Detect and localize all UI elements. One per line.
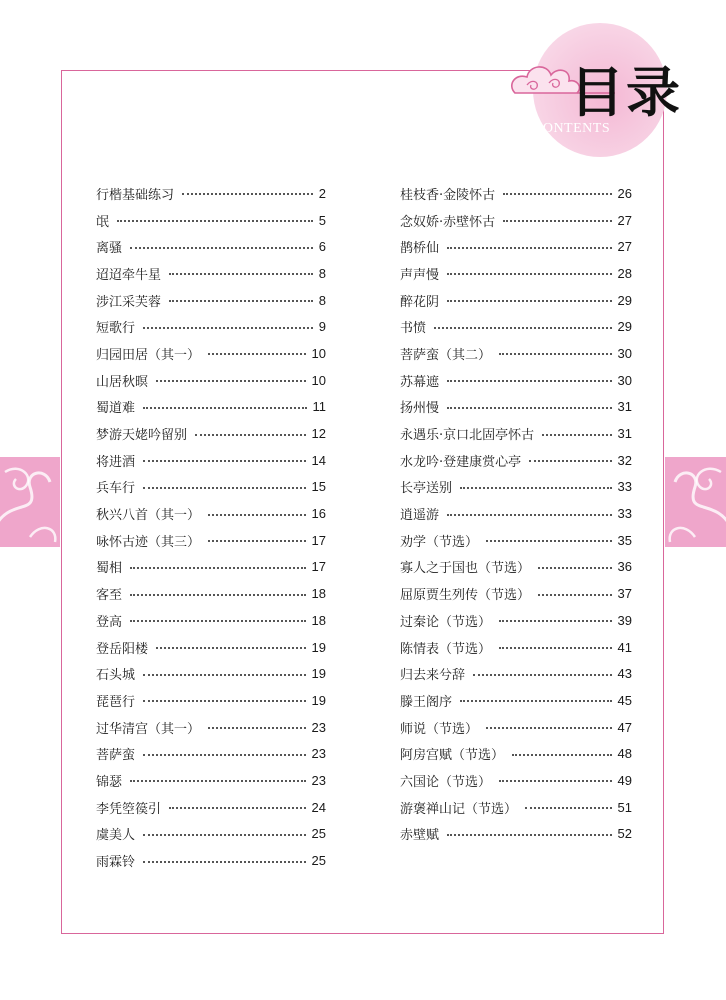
toc-entry[interactable] bbox=[96, 634, 326, 661]
toc-entry-page: 41 bbox=[617, 639, 632, 655]
dot-leader bbox=[525, 807, 612, 809]
toc-entry-title: 水龙吟·登建康赏心亭 bbox=[400, 454, 522, 470]
toc-entry-title: 涉江采芙蓉 bbox=[96, 294, 162, 310]
toc-entry-title: 陈情表（节选） bbox=[400, 641, 492, 657]
toc-entry[interactable] bbox=[96, 607, 326, 634]
toc-entry-page: 8 bbox=[318, 292, 326, 308]
toc-entry-page: 47 bbox=[617, 719, 632, 735]
dot-leader bbox=[447, 834, 612, 836]
toc-entry[interactable] bbox=[400, 207, 632, 234]
floral-ornament-icon bbox=[665, 457, 726, 547]
toc-entry-title: 咏怀古迹（其三） bbox=[96, 534, 201, 550]
dot-leader bbox=[156, 380, 306, 382]
toc-entry-page: 23 bbox=[311, 746, 326, 762]
page-title: 目录 bbox=[570, 60, 682, 124]
toc-entry-page: 29 bbox=[617, 292, 632, 308]
dot-leader bbox=[117, 220, 313, 222]
dot-leader bbox=[486, 540, 612, 542]
dot-leader bbox=[447, 273, 612, 275]
toc-entry[interactable] bbox=[400, 740, 632, 767]
toc-entry-page: 45 bbox=[617, 692, 632, 708]
dot-leader bbox=[434, 327, 612, 329]
toc-entry-page: 5 bbox=[318, 212, 326, 228]
toc-entry-title: 短歌行 bbox=[96, 321, 136, 337]
dot-leader bbox=[512, 754, 612, 756]
dot-leader bbox=[169, 807, 306, 809]
toc-entry[interactable] bbox=[400, 474, 632, 501]
toc-column-right bbox=[400, 180, 632, 847]
toc-entry-title: 离骚 bbox=[96, 241, 123, 257]
toc-entry-page: 10 bbox=[311, 345, 326, 361]
dot-leader bbox=[208, 727, 306, 729]
dot-leader bbox=[156, 647, 306, 649]
dot-leader bbox=[503, 220, 611, 222]
toc-entry-page: 39 bbox=[617, 612, 632, 628]
toc-entry[interactable] bbox=[400, 447, 632, 474]
toc-entry-page: 15 bbox=[311, 479, 326, 495]
toc-entry-page: 9 bbox=[318, 319, 326, 335]
toc-entry[interactable] bbox=[96, 394, 326, 421]
toc-entry[interactable] bbox=[96, 687, 326, 714]
dot-leader bbox=[538, 567, 612, 569]
toc-entry-title: 迢迢牵牛星 bbox=[96, 267, 162, 283]
page-subtitle: CONTENTS bbox=[533, 121, 611, 136]
dot-leader bbox=[182, 193, 313, 195]
toc-column-left bbox=[96, 180, 326, 874]
toc-entry-page: 25 bbox=[311, 853, 326, 869]
toc-entry-page: 17 bbox=[311, 559, 326, 575]
dot-leader bbox=[447, 380, 612, 382]
dot-leader bbox=[130, 247, 313, 249]
toc-entry[interactable] bbox=[96, 420, 326, 447]
toc-entry[interactable] bbox=[400, 580, 632, 607]
toc-entry-title: 兵车行 bbox=[96, 481, 136, 497]
toc-entry-title: 锦瑟 bbox=[96, 774, 123, 790]
toc-entry-title: 永遇乐·京口北固亭怀古 bbox=[400, 428, 535, 444]
toc-entry-title: 过秦论（节选） bbox=[400, 614, 492, 630]
toc-entry-title: 长亭送别 bbox=[400, 481, 453, 497]
toc-entry-page: 18 bbox=[311, 586, 326, 602]
toc-entry-page: 31 bbox=[617, 399, 632, 415]
toc-entry-title: 蜀道难 bbox=[96, 401, 136, 417]
toc-entry-title: 滕王阁序 bbox=[400, 694, 453, 710]
toc-entry[interactable] bbox=[400, 687, 632, 714]
toc-entry-title: 苏幕遮 bbox=[400, 374, 440, 390]
dot-leader bbox=[447, 407, 612, 409]
toc-entry-page: 23 bbox=[311, 772, 326, 788]
toc-entry-page: 2 bbox=[318, 185, 326, 201]
dot-leader bbox=[208, 353, 306, 355]
toc-entry[interactable] bbox=[96, 554, 326, 581]
toc-entry[interactable] bbox=[400, 554, 632, 581]
toc-entry-title: 劝学（节选） bbox=[400, 534, 479, 550]
dot-leader bbox=[447, 300, 612, 302]
toc-entry-title: 桂枝香·金陵怀古 bbox=[400, 187, 496, 203]
toc-entry[interactable] bbox=[96, 367, 326, 394]
toc-entry-page: 17 bbox=[311, 532, 326, 548]
toc-entry-page: 33 bbox=[617, 506, 632, 522]
toc-entry-title: 过华清宫（其一） bbox=[96, 721, 201, 737]
dot-leader bbox=[499, 780, 612, 782]
toc-entry-title: 蜀相 bbox=[96, 561, 123, 577]
toc-entry-title: 山居秋暝 bbox=[96, 374, 149, 390]
dot-leader bbox=[130, 780, 306, 782]
toc-entry-page: 30 bbox=[617, 372, 632, 388]
dot-leader bbox=[447, 247, 612, 249]
toc-entry[interactable] bbox=[400, 367, 632, 394]
toc-entry-title: 行楷基础练习 bbox=[96, 187, 175, 203]
toc-entry-title: 游褒禅山记（节选） bbox=[400, 801, 518, 817]
right-ornament-band bbox=[665, 457, 726, 547]
toc-entry[interactable] bbox=[96, 233, 326, 260]
toc-entry[interactable] bbox=[96, 447, 326, 474]
dot-leader bbox=[499, 647, 612, 649]
toc-entry[interactable] bbox=[400, 340, 632, 367]
toc-entry[interactable] bbox=[96, 794, 326, 821]
toc-entry[interactable] bbox=[96, 180, 326, 207]
toc-entry-title: 琵琶行 bbox=[96, 694, 136, 710]
toc-entry[interactable] bbox=[400, 233, 632, 260]
toc-entry-title: 氓 bbox=[96, 214, 110, 230]
toc-entry-title: 寡人之于国也（节选） bbox=[400, 561, 531, 577]
toc-entry-page: 35 bbox=[617, 532, 632, 548]
dot-leader bbox=[143, 834, 306, 836]
toc-entry-title: 归去来兮辞 bbox=[400, 668, 466, 684]
toc-entry-page: 49 bbox=[617, 772, 632, 788]
toc-entry[interactable] bbox=[96, 767, 326, 794]
toc-entry-page: 33 bbox=[617, 479, 632, 495]
toc-entry-page: 19 bbox=[311, 639, 326, 655]
toc-entry-title: 逍遥游 bbox=[400, 508, 440, 524]
toc-entry[interactable] bbox=[96, 313, 326, 340]
dot-leader bbox=[143, 754, 306, 756]
dot-leader bbox=[499, 353, 612, 355]
dot-leader bbox=[143, 407, 306, 409]
toc-entry-page: 19 bbox=[311, 692, 326, 708]
toc-entry[interactable] bbox=[400, 500, 632, 527]
dot-leader bbox=[486, 727, 612, 729]
toc-entry[interactable] bbox=[400, 527, 632, 554]
toc-entry-page: 12 bbox=[311, 426, 326, 442]
toc-entry-title: 客至 bbox=[96, 588, 123, 604]
toc-entry-title: 师说（节选） bbox=[400, 721, 479, 737]
toc-entry-title: 醉花阴 bbox=[400, 294, 440, 310]
toc-entry-title: 虞美人 bbox=[96, 828, 136, 844]
toc-entry-title: 鹊桥仙 bbox=[400, 241, 440, 257]
toc-entry[interactable] bbox=[96, 474, 326, 501]
toc-entry[interactable] bbox=[96, 821, 326, 848]
dot-leader bbox=[538, 594, 612, 596]
toc-entry[interactable] bbox=[96, 580, 326, 607]
toc-entry[interactable] bbox=[400, 660, 632, 687]
toc-entry-title: 石头城 bbox=[96, 668, 136, 684]
toc-entry-page: 26 bbox=[617, 185, 632, 201]
toc-entry[interactable] bbox=[400, 260, 632, 287]
toc-entry-page: 19 bbox=[311, 666, 326, 682]
dot-leader bbox=[130, 620, 306, 622]
dot-leader bbox=[169, 300, 313, 302]
toc-entry-title: 菩萨蛮（其二） bbox=[400, 347, 492, 363]
toc-entry-title: 念奴娇·赤壁怀古 bbox=[400, 214, 496, 230]
dot-leader bbox=[130, 594, 306, 596]
toc-entry[interactable] bbox=[400, 714, 632, 741]
toc-entry-page: 31 bbox=[617, 426, 632, 442]
dot-leader bbox=[169, 273, 313, 275]
toc-entry[interactable] bbox=[96, 527, 326, 554]
toc-entry[interactable] bbox=[400, 180, 632, 207]
toc-entry-page: 30 bbox=[617, 345, 632, 361]
toc-entry-title: 屈原贾生列传（节选） bbox=[400, 588, 531, 604]
dot-leader bbox=[143, 700, 306, 702]
toc-entry[interactable] bbox=[400, 313, 632, 340]
dot-leader bbox=[460, 700, 612, 702]
dot-leader bbox=[143, 861, 306, 863]
dot-leader bbox=[447, 514, 612, 516]
toc-entry-page: 36 bbox=[617, 559, 632, 575]
toc-entry-title: 菩萨蛮 bbox=[96, 748, 136, 764]
dot-leader bbox=[473, 674, 612, 676]
toc-entry[interactable] bbox=[400, 767, 632, 794]
dot-leader bbox=[130, 567, 306, 569]
dot-leader bbox=[208, 514, 306, 516]
toc-entry-page: 28 bbox=[617, 265, 632, 281]
dot-leader bbox=[195, 434, 306, 436]
toc-entry-page: 43 bbox=[617, 666, 632, 682]
dot-leader bbox=[460, 487, 612, 489]
toc-entry-page: 14 bbox=[311, 452, 326, 468]
dot-leader bbox=[529, 460, 611, 462]
dot-leader bbox=[143, 460, 306, 462]
toc-entry-page: 6 bbox=[318, 239, 326, 255]
toc-entry-title: 归园田居（其一） bbox=[96, 347, 201, 363]
toc-entry[interactable] bbox=[400, 821, 632, 848]
toc-entry[interactable] bbox=[96, 660, 326, 687]
toc-entry[interactable] bbox=[400, 394, 632, 421]
dot-leader bbox=[143, 487, 306, 489]
toc-entry-title: 将进酒 bbox=[96, 454, 136, 470]
toc-entry-page: 23 bbox=[311, 719, 326, 735]
toc-entry-page: 27 bbox=[617, 212, 632, 228]
dot-leader bbox=[499, 620, 612, 622]
toc-entry-page: 24 bbox=[311, 799, 326, 815]
toc-entry[interactable] bbox=[96, 714, 326, 741]
toc-entry-title: 李凭箜篌引 bbox=[96, 801, 162, 817]
toc-entry-title: 扬州慢 bbox=[400, 401, 440, 417]
toc-entry[interactable] bbox=[96, 500, 326, 527]
toc-entry-page: 32 bbox=[617, 452, 632, 468]
left-ornament-band bbox=[0, 457, 60, 547]
toc-entry-page: 27 bbox=[617, 239, 632, 255]
toc-entry[interactable] bbox=[96, 207, 326, 234]
toc-entry[interactable] bbox=[400, 607, 632, 634]
floral-ornament-icon bbox=[0, 457, 60, 547]
toc-entry[interactable] bbox=[400, 634, 632, 661]
toc-entry-page: 10 bbox=[311, 372, 326, 388]
toc-entry-title: 书愤 bbox=[400, 321, 427, 337]
toc-entry-page: 18 bbox=[311, 612, 326, 628]
dot-leader bbox=[503, 193, 611, 195]
toc-entry-page: 25 bbox=[311, 826, 326, 842]
toc-entry[interactable] bbox=[96, 847, 326, 874]
toc-entry[interactable] bbox=[96, 287, 326, 314]
toc-entry-title: 登岳阳楼 bbox=[96, 641, 149, 657]
toc-entry-title: 雨霖铃 bbox=[96, 855, 136, 871]
toc-entry-page: 48 bbox=[617, 746, 632, 762]
dot-leader bbox=[542, 434, 611, 436]
dot-leader bbox=[143, 327, 313, 329]
toc-entry-page: 11 bbox=[312, 399, 326, 415]
toc-entry-title: 梦游天姥吟留别 bbox=[96, 428, 188, 444]
toc-entry-page: 8 bbox=[318, 265, 326, 281]
toc-entry-page: 52 bbox=[617, 826, 632, 842]
toc-entry-page: 51 bbox=[617, 799, 632, 815]
dot-leader bbox=[143, 674, 306, 676]
toc-entry[interactable] bbox=[400, 794, 632, 821]
toc-entry-title: 六国论（节选） bbox=[400, 774, 492, 790]
toc-entry[interactable] bbox=[96, 340, 326, 367]
toc-entry-page: 37 bbox=[617, 586, 632, 602]
toc-entry-title: 声声慢 bbox=[400, 267, 440, 283]
contents-header bbox=[505, 35, 720, 165]
toc-entry[interactable] bbox=[400, 287, 632, 314]
toc-entry-title: 秋兴八首（其一） bbox=[96, 508, 201, 524]
dot-leader bbox=[208, 540, 306, 542]
toc-entry-title: 登高 bbox=[96, 614, 123, 630]
toc-entry-title: 阿房宫赋（节选） bbox=[400, 748, 505, 764]
toc-entry[interactable] bbox=[400, 420, 632, 447]
toc-entry-title: 赤壁赋 bbox=[400, 828, 440, 844]
toc-entry[interactable] bbox=[96, 260, 326, 287]
toc-entry[interactable] bbox=[96, 740, 326, 767]
toc-entry-page: 29 bbox=[617, 319, 632, 335]
toc-entry-page: 16 bbox=[311, 506, 326, 522]
